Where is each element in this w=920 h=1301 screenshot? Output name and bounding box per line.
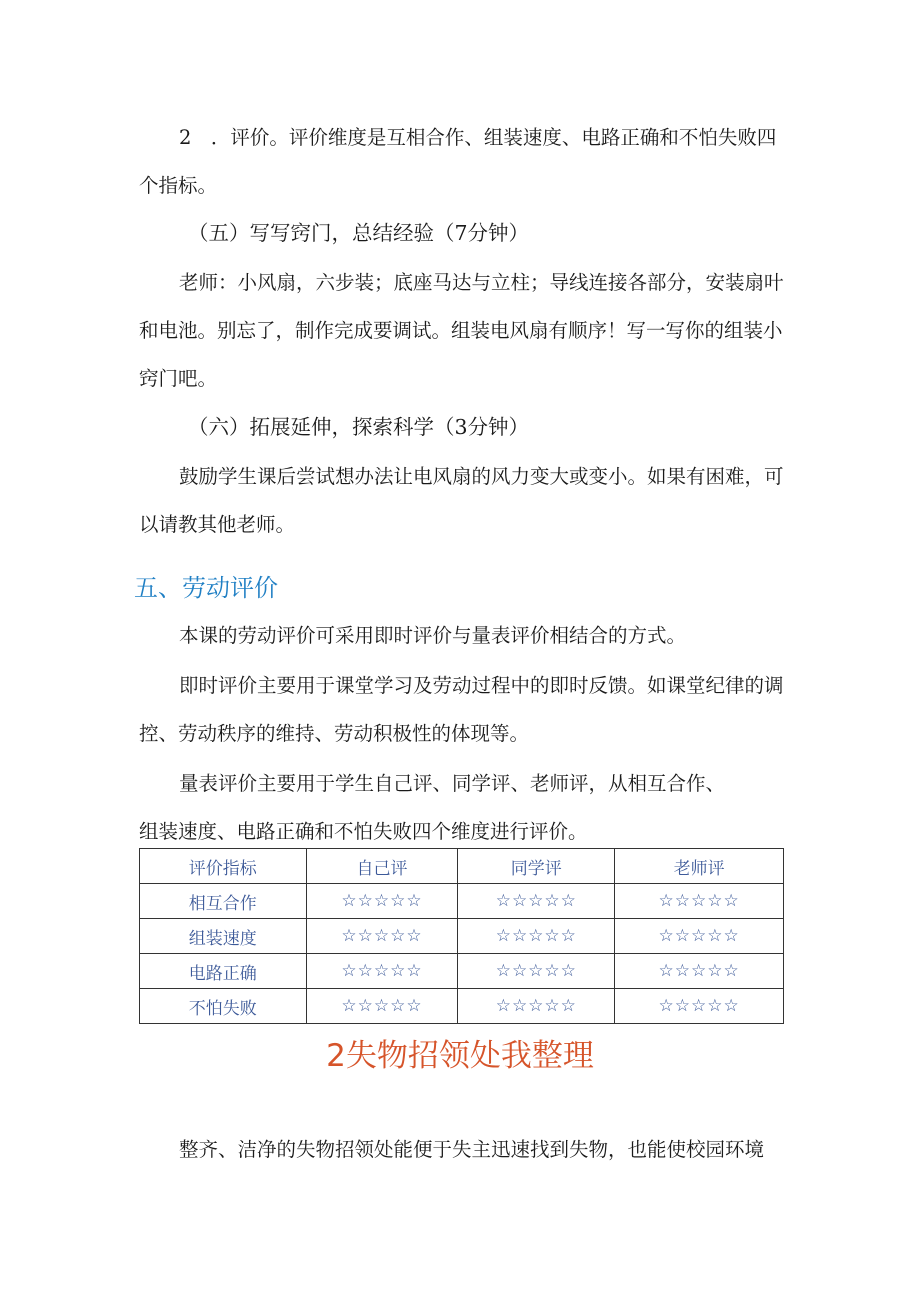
labor-evaluation-heading: 五、劳动评价: [134, 574, 278, 602]
table-row: [140, 884, 784, 919]
extension-paragraph: 鼓励学生课后尝试想办法让电风扇的风力变大或变小。如果有困难，可以请教其他老师。: [139, 465, 784, 536]
star-rating: ☆☆☆☆☆: [306, 884, 458, 919]
lesson2-title: 2失物招领处我整理: [326, 1038, 594, 1074]
star-rating: ☆☆☆☆☆: [458, 989, 615, 1024]
section6-heading: （六）拓展延伸，探索科学（3分钟）: [188, 415, 530, 439]
star-rating: ☆☆☆☆☆: [615, 919, 784, 954]
labor-eval-paragraph-3a: 量表评价主要用于学生自己评、同学评、老师评，从相互合作、: [179, 772, 726, 795]
row-label: 电路正确: [140, 954, 307, 989]
table-row: [140, 919, 784, 954]
row-label: 相互合作: [140, 884, 307, 919]
star-rating: ☆☆☆☆☆: [458, 884, 615, 919]
lesson2-intro-paragraph: 整齐、洁净的失物招领处能便于失主迅速找到失物，也能使校园环境: [179, 1138, 765, 1161]
evaluation-table: [139, 848, 784, 1024]
star-rating: ☆☆☆☆☆: [306, 954, 458, 989]
star-rating: ☆☆☆☆☆: [615, 954, 784, 989]
header-teacher: 老师评: [615, 849, 784, 884]
labor-eval-paragraph-1: 本课的劳动评价可采用即时评价与量表评价相结合的方式。: [179, 624, 687, 647]
evaluation-paragraph: 2 ．评价。评价维度是互相合作、组装速度、电路正确和不怕失败四个指标。: [139, 126, 777, 197]
star-rating: ☆☆☆☆☆: [615, 989, 784, 1024]
header-self: 自己评: [306, 849, 458, 884]
table-header-row: [140, 849, 784, 884]
header-indicator: 评价指标: [140, 849, 307, 884]
row-label: 不怕失败: [140, 989, 307, 1024]
star-rating: ☆☆☆☆☆: [458, 919, 615, 954]
star-rating: ☆☆☆☆☆: [615, 884, 784, 919]
table-row: [140, 989, 784, 1024]
header-peer: 同学评: [458, 849, 615, 884]
star-rating: ☆☆☆☆☆: [306, 919, 458, 954]
labor-eval-paragraph-2: 即时评价主要用于课堂学习及劳动过程中的即时反馈。如课堂纪律的调控、劳动秩序的维持、劳动积极性的体现等。: [139, 674, 784, 745]
section5-heading: （五）写写窍门，总结经验（7分钟）: [188, 221, 530, 245]
row-label: 组装速度: [140, 919, 307, 954]
labor-eval-paragraph-3b: 组装速度、电路正确和不怕失败四个维度进行评价。: [139, 820, 588, 843]
star-rating: ☆☆☆☆☆: [458, 954, 615, 989]
table-row: [140, 954, 784, 989]
star-rating: ☆☆☆☆☆: [306, 989, 458, 1024]
teacher-summary-paragraph: 老师：小风扇，六步装；底座马达与立柱；导线连接各部分，安装扇叶和电池。别忘了，制作完成要调试。组装电风扇有顺序！写一写你的组装小窍门吧。: [139, 271, 784, 390]
